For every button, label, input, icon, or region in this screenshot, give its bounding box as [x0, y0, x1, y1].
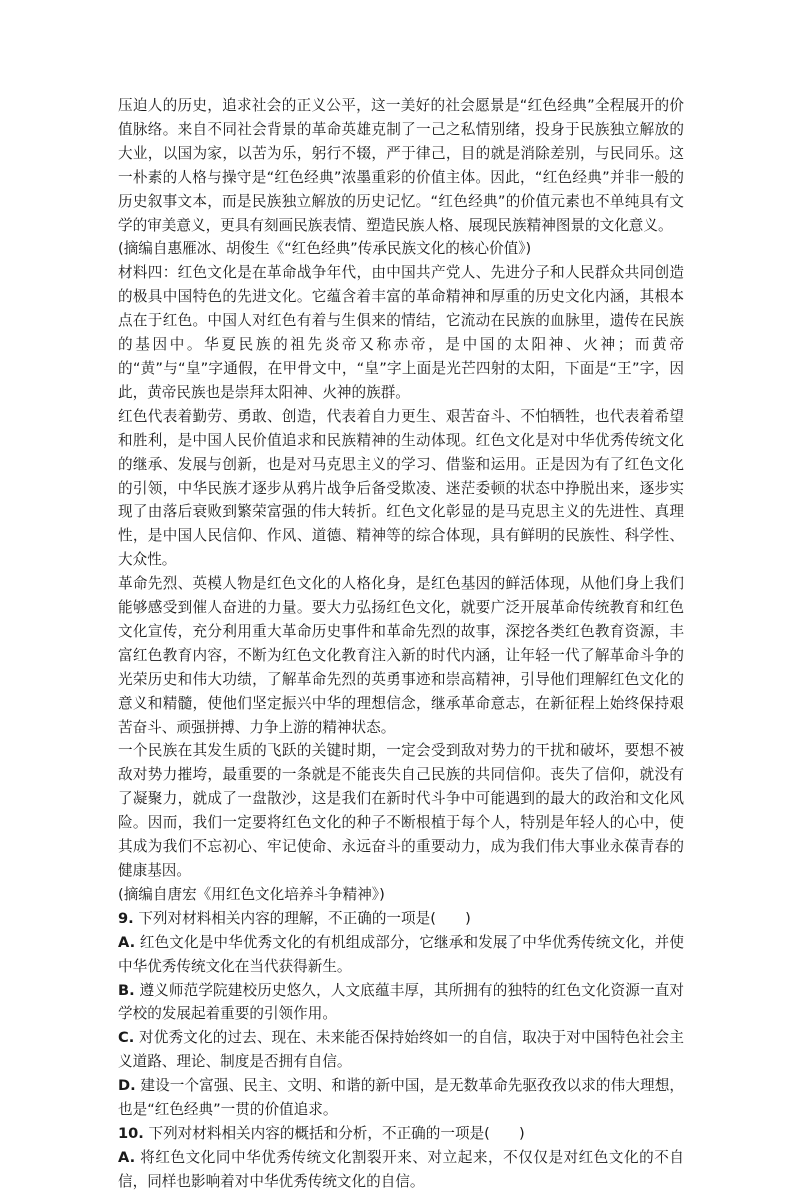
question-text: 下列对材料相关内容的理解，不正确的一项是( ) — [133, 909, 471, 927]
question-10 — [118, 1122, 684, 1194]
paragraph-material-four: 材料四：红色文化是在革命战争年代，由中国共产党人、先进分子和人民群众共同创造的极具中国特色的先进文化。它蕴含着丰富的革命精神和厚重的历史文化内涵，其根本点在于红色。中国人对红色有着与生俱来的情结，它流动在民族的血脉里，遗传在民族的基因中。华夏民族的祖先炎帝又称赤帝，是中国的太阳神、火神；而黄帝的“黄”与“皇”字通假，在甲骨文中，“皇”字上面是光芒四射的太阳，下面是“王”字，因此，黄帝民族也是崇拜太阳神、火神的族群。 — [118, 264, 684, 401]
option-letter: D. — [118, 1077, 136, 1095]
document-page — [118, 94, 684, 1194]
paragraph-material-three-end: 压迫人的历史，追求社会的正义公平，这一美好的社会愿景是“红色经典”全程展开的价值脉络。来自不同社会背景的革命英雄克制了一己之私情别绪，投身于民族独立解放的大业，以国为家，以苦为乐，躬行不辍，严于律己，目的就是消除差别，与民同乐。这一朴素的人格与操守是“红色经典”浓墨重彩的价值主体。因此，“红色经典”并非一般的历史叙事文本，而是民族独立解放的历史记忆。“红色经典”的价值元素也不单纯具有文学的审美意义，更具有刻画民族表情、塑造民族人格、展现民族精神图景的文化意义。 — [118, 97, 684, 234]
source-citation: (摘编自唐宏《用红色文化培养斗争精神》) — [118, 885, 385, 903]
option-letter: C. — [118, 1029, 135, 1047]
option-text: 建设一个富强、民主、文明、和谐的新中国，是无数革命先驱孜孜以求的伟大理想，也是“红色经典”一贯的价值追求。 — [118, 1077, 684, 1119]
question-number: 10. — [118, 1124, 144, 1142]
question-stem — [118, 1122, 684, 1146]
question-9 — [118, 907, 684, 1122]
question-stem — [118, 907, 684, 931]
paragraph-revolutionary-martyrs: 革命先烈、英模人物是红色文化的人格化身，是红色基因的鲜活体现，从他们身上我们能够感受到催人奋进的力量。要大力弘扬红色文化，就要广泛开展革命传统教育和红色文化宣传，充分利用重大革命历史事件和革命先烈的故事，深挖各类红色教育资源，丰富红色教育内容，不断为红色文化教育注入新的时代内涵，让年轻一代了解革命斗争的光荣历史和伟大功绩，了解革命先烈的英勇事迹和崇高精神，引导他们理解红色文化的意义和精髓，使他们坚定振兴中华的理想信念，继承革命意志，在新征程上始终保持艰苦奋斗、顽强拼搏、力争上游的精神状态。 — [118, 575, 684, 736]
question-number: 9. — [118, 909, 134, 927]
option-a — [118, 931, 684, 979]
source-citation: (摘编自惠雁冰、胡俊生《“红色经典”传承民族文化的核心价值》) — [118, 240, 532, 258]
paragraph-red-meaning: 红色代表着勤劳、勇敢、创造，代表着自力更生、艰苦奋斗、不怕牺牲，也代表着希望和胜利，是中国人民价值追求和民族精神的生动体现。红色文化是对中华优秀传统文化的继承、发展与创新，也是对马克思主义的学习、借鉴和运用。正是因为有了红色文化的引领，中华民族才逐步从鸦片战争后备受欺凌、迷茫委顿的状态中挣脱出来，逐步实现了由落后衰败到繁荣富强的伟大转折。红色文化彰显的是马克思主义的先进性、真理性，是中国人民信仰、作风、道德、精神等的综合体现，具有鲜明的民族性、科学性、大众性。 — [118, 407, 684, 569]
question-text: 下列对材料相关内容的概括和分析，不正确的一项是( ) — [143, 1124, 525, 1142]
option-text: 将红色文化同中华优秀传统文化割裂开来、对立起来，不仅仅是对红色文化的不自信，同样也影响着对中华优秀传统文化的自信。 — [118, 1148, 684, 1190]
option-letter: B. — [118, 981, 135, 999]
option-letter: A. — [118, 933, 136, 951]
option-c — [118, 1026, 684, 1074]
paragraph-national-belief: 一个民族在其发生质的飞跃的关键时期，一定会受到敌对势力的干扰和破坏，要想不被敌对势力摧垮，最重要的一条就是不能丧失自己民族的共同信仰。丧失了信仰，就没有了凝聚力，就成了一盘散沙，这是我们在新时代斗争中可能遇到的最大的政治和文化风险。因而，我们一定要将红色文化的种子不断根植于每个人，特别是年轻人的心中，使其成为我们不忘初心、牢记使命、永远奋斗的重要动力，成为我们伟大事业永葆青春的健康基因。 — [118, 742, 684, 879]
option-text: 对优秀文化的过去、现在、未来能否保持始终如一的自信，取决于对中国特色社会主义道路、理论、制度是否拥有自信。 — [118, 1029, 684, 1071]
option-text: 红色文化是中华优秀文化的有机组成部分，它继承和发展了中华优秀传统文化，并使中华优秀传统文化在当代获得新生。 — [118, 933, 684, 975]
option-letter: A. — [118, 1148, 136, 1166]
option-text: 遵义师范学院建校历史悠久，人文底蕴丰厚，其所拥有的独特的红色文化资源一直对学校的发展起着重要的引领作用。 — [118, 981, 684, 1023]
option-d — [118, 1074, 684, 1122]
option-b — [118, 979, 684, 1027]
option-a — [118, 1146, 684, 1194]
